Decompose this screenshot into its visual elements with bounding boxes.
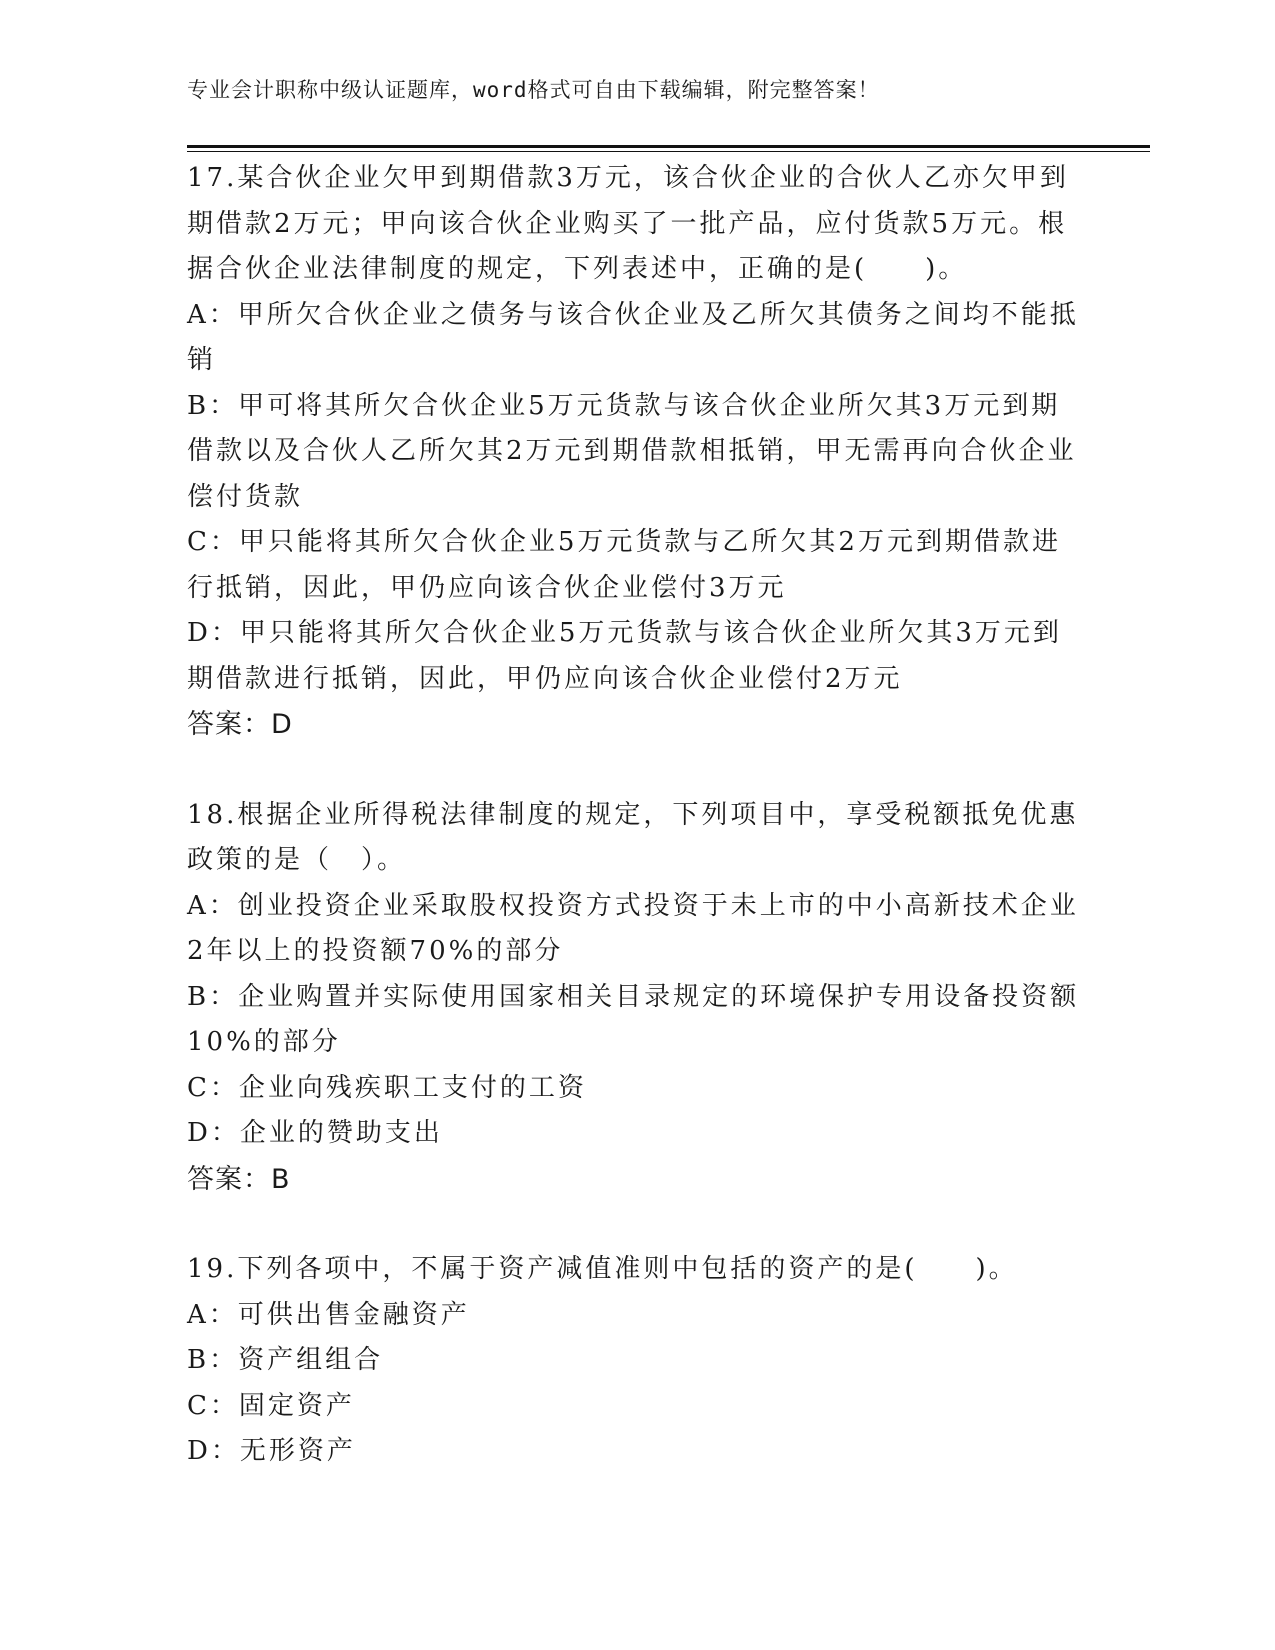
- option-d: D：企业的赞助支出: [187, 1118, 443, 1148]
- header-divider: [187, 145, 1150, 148]
- option-b: B：甲可将其所欠合伙企业5万元货款与该合伙企业所欠其3万元到期借款以及合伙人乙所欠其2万元到期借款相抵销，甲无需再向合伙企业偿付货款: [187, 390, 1077, 512]
- option-a: A：可供出售金融资产: [187, 1299, 470, 1330]
- option-a: A：甲所欠合伙企业之债务与该合伙企业及乙所欠其债务之间均不能抵销: [187, 299, 1079, 375]
- question-stem: 17.某合伙企业欠甲到期借款3万元，该合伙企业的合伙人乙亦欠甲到期借款2万元；甲向该合伙企业购买了一批产品，应付货款5万元。根据合伙企业法律制度的规定，下列表述中，正确的是( )。: [187, 163, 1069, 284]
- question-stem: 18.根据企业所得税法律制度的规定，下列项目中，享受税额抵免优惠政策的是（ ）。: [187, 799, 1079, 875]
- spacer: [187, 1202, 1087, 1247]
- option-d: D：无形资产: [187, 1436, 356, 1466]
- question-19: [187, 1247, 1087, 1475]
- answer-line: 答案：D: [187, 709, 293, 740]
- question-stem: 19.下列各项中，不属于资产减值准则中包括的资产的是( )。: [187, 1254, 1018, 1284]
- question-18: [187, 793, 1087, 1203]
- option-b: B：资产组组合: [187, 1345, 384, 1375]
- option-c: C：企业向残疾职工支付的工资: [187, 1072, 587, 1103]
- question-list: [187, 156, 1087, 1475]
- option-a: A：创业投资企业采取股权投资方式投资于未上市的中小高新技术企业2年以上的投资额70%的部分: [187, 890, 1079, 966]
- option-c: C：甲只能将其所欠合伙企业5万元货款与乙所欠其2万元到期借款进行抵销，因此，甲仍应向该合伙企业偿付3万元: [187, 527, 1061, 603]
- question-17: [187, 156, 1087, 748]
- spacer: [187, 748, 1087, 793]
- header-divider-thin: [187, 151, 1150, 152]
- option-b: B：企业购置并实际使用国家相关目录规定的环境保护专用设备投资额10%的部分: [187, 981, 1080, 1057]
- page-header: 专业会计职称中级认证题库，word格式可自由下载编辑，附完整答案！: [187, 78, 880, 102]
- answer-line: 答案：B: [187, 1163, 291, 1195]
- option-c: C：固定资产: [187, 1390, 355, 1421]
- option-d: D：甲只能将其所欠合伙企业5万元货款与该合伙企业所欠其3万元到期借款进行抵销，因此，甲仍应向该合伙企业偿付2万元: [187, 618, 1062, 694]
